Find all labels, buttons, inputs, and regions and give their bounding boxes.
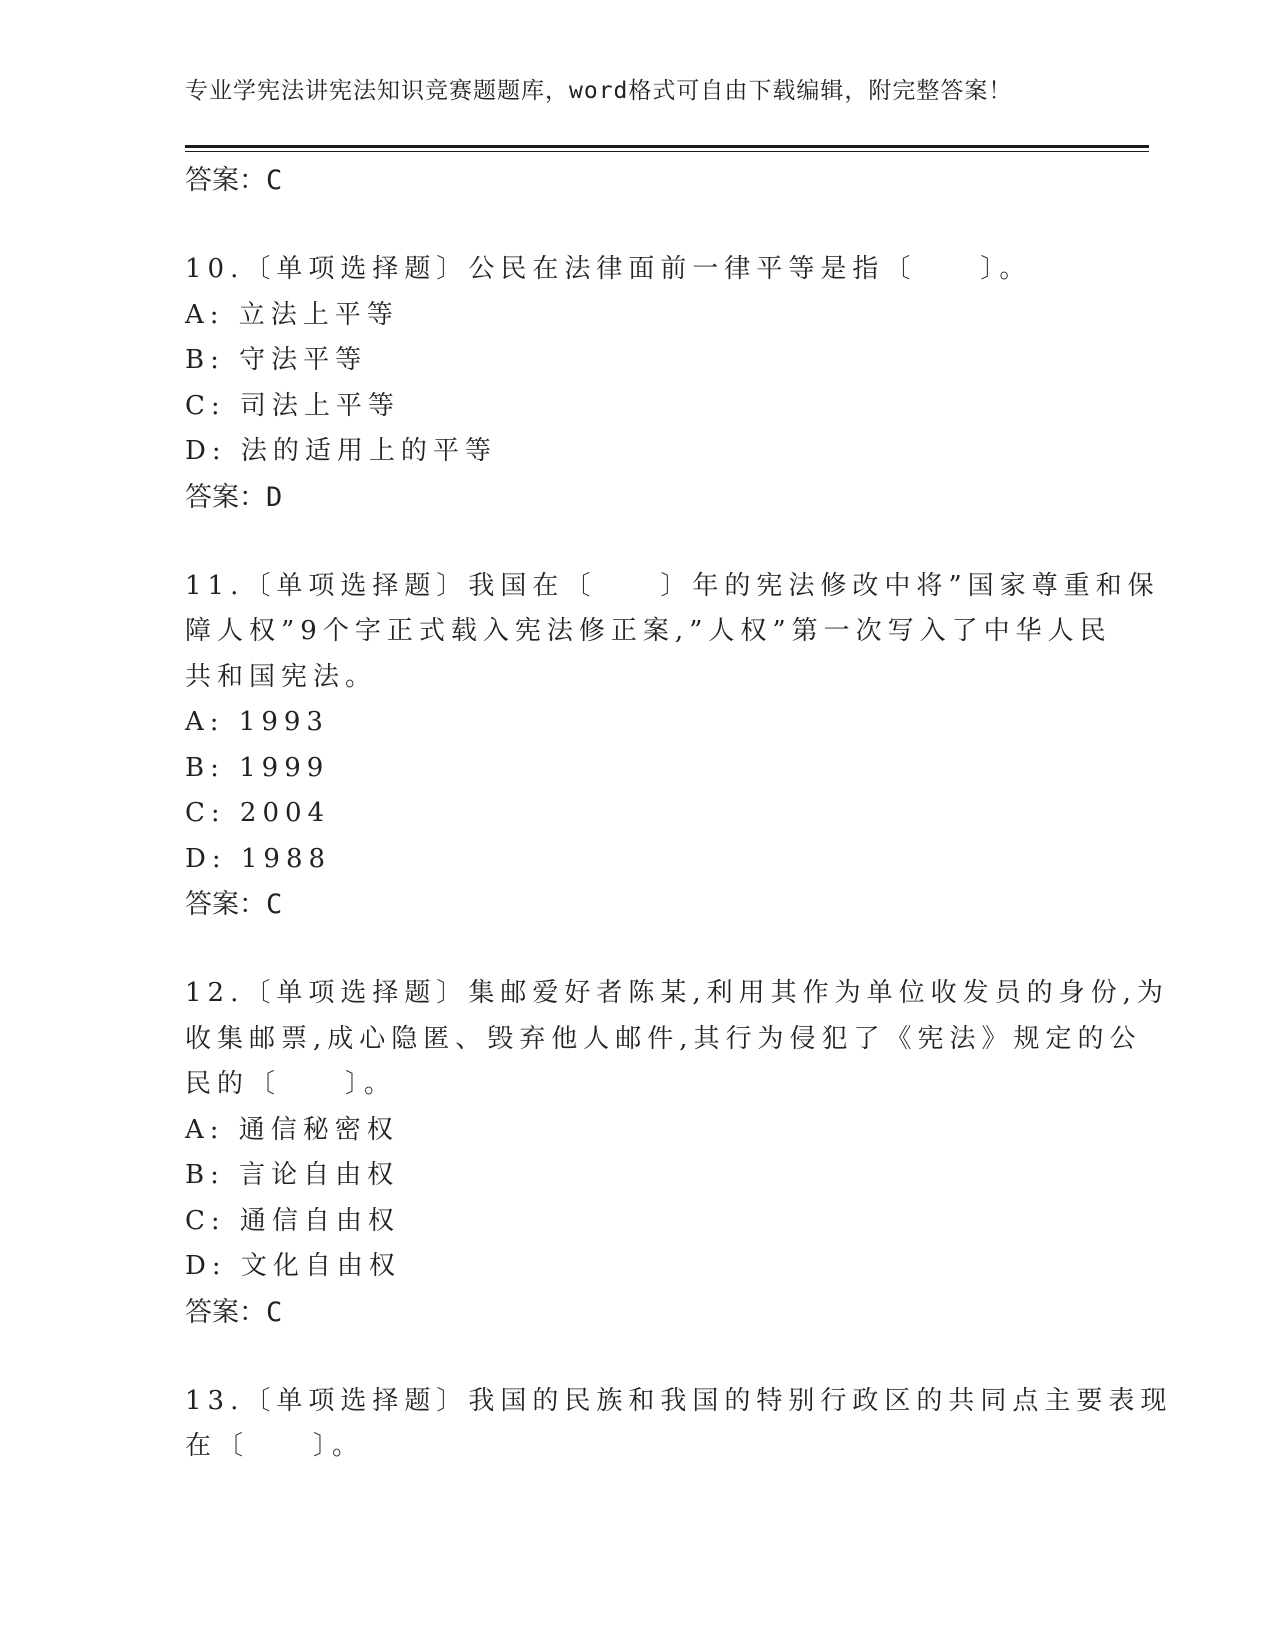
page-header: 专业学宪法讲宪法知识竞赛题题库，word格式可自由下载编辑，附完整答案！ bbox=[185, 78, 1013, 104]
option-b: B: 1999 bbox=[185, 752, 330, 783]
answer-label: 答案： bbox=[185, 1296, 266, 1328]
answer-label: 答案： bbox=[185, 889, 266, 920]
option-c: C: 2004 bbox=[185, 798, 331, 828]
question-10 bbox=[185, 247, 1085, 521]
question-stem-line: 共和国宪法。 bbox=[185, 661, 378, 692]
question-stem-line: 收集邮票,成心隐匿、毁弃他人邮件,其行为侵犯了《宪法》规定的公 bbox=[185, 1023, 1142, 1054]
question-stem-line: 12.〔单项选择题〕集邮爱好者陈某,利用其作为单位收发员的身份,为 bbox=[185, 978, 1169, 1008]
answer-label: 答案： bbox=[185, 481, 266, 513]
answer-value: C bbox=[266, 1296, 283, 1328]
question-12 bbox=[185, 971, 1169, 1336]
option-d: D: 1988 bbox=[185, 843, 332, 874]
question-stem-line: 障人权”9个字正式载入宪法修正案,”人权”第一次写入了中华人民 bbox=[185, 616, 1112, 646]
option-c: C: 通信自由权 bbox=[185, 1205, 400, 1236]
option-a: A: 立法上平等 bbox=[185, 299, 399, 330]
question-stem-line: 11.〔单项选择题〕我国在〔 〕年的宪法修改中将”国家尊重和保 bbox=[185, 570, 1160, 601]
header-rule-thick bbox=[185, 145, 1149, 148]
question-13 bbox=[185, 1379, 1173, 1470]
question-stem-line: 在〔 〕。 bbox=[185, 1431, 365, 1461]
answer-line bbox=[185, 475, 1085, 521]
answer-label: 答案： bbox=[185, 165, 266, 196]
option-c: C: 司法上平等 bbox=[185, 390, 400, 421]
option-a: A: 通信秘密权 bbox=[185, 1114, 399, 1145]
answer-line-prev bbox=[185, 158, 1085, 204]
header-rule-thin bbox=[185, 151, 1149, 152]
answer-value: C bbox=[266, 889, 283, 920]
question-stem-line: 10.〔单项选择题〕公民在法律面前一律平等是指〔 〕。 bbox=[185, 254, 1032, 284]
option-d: D: 文化自由权 bbox=[185, 1251, 401, 1281]
option-b: B: 言论自由权 bbox=[185, 1160, 400, 1190]
answer-line bbox=[185, 882, 1085, 928]
option-d: D: 法的适用上的平等 bbox=[185, 436, 497, 466]
question-stem-line: 民的〔 〕。 bbox=[185, 1069, 397, 1099]
answer-line bbox=[185, 1290, 1085, 1336]
answer-value: D bbox=[266, 481, 283, 513]
option-a: A: 1993 bbox=[185, 707, 329, 737]
question-11 bbox=[185, 564, 1160, 929]
answer-value: C bbox=[266, 165, 283, 196]
question-list bbox=[185, 158, 1173, 1470]
question-stem-line: 13.〔单项选择题〕我国的民族和我国的特别行政区的共同点主要表现 bbox=[185, 1385, 1173, 1416]
option-b: B: 守法平等 bbox=[185, 345, 368, 375]
